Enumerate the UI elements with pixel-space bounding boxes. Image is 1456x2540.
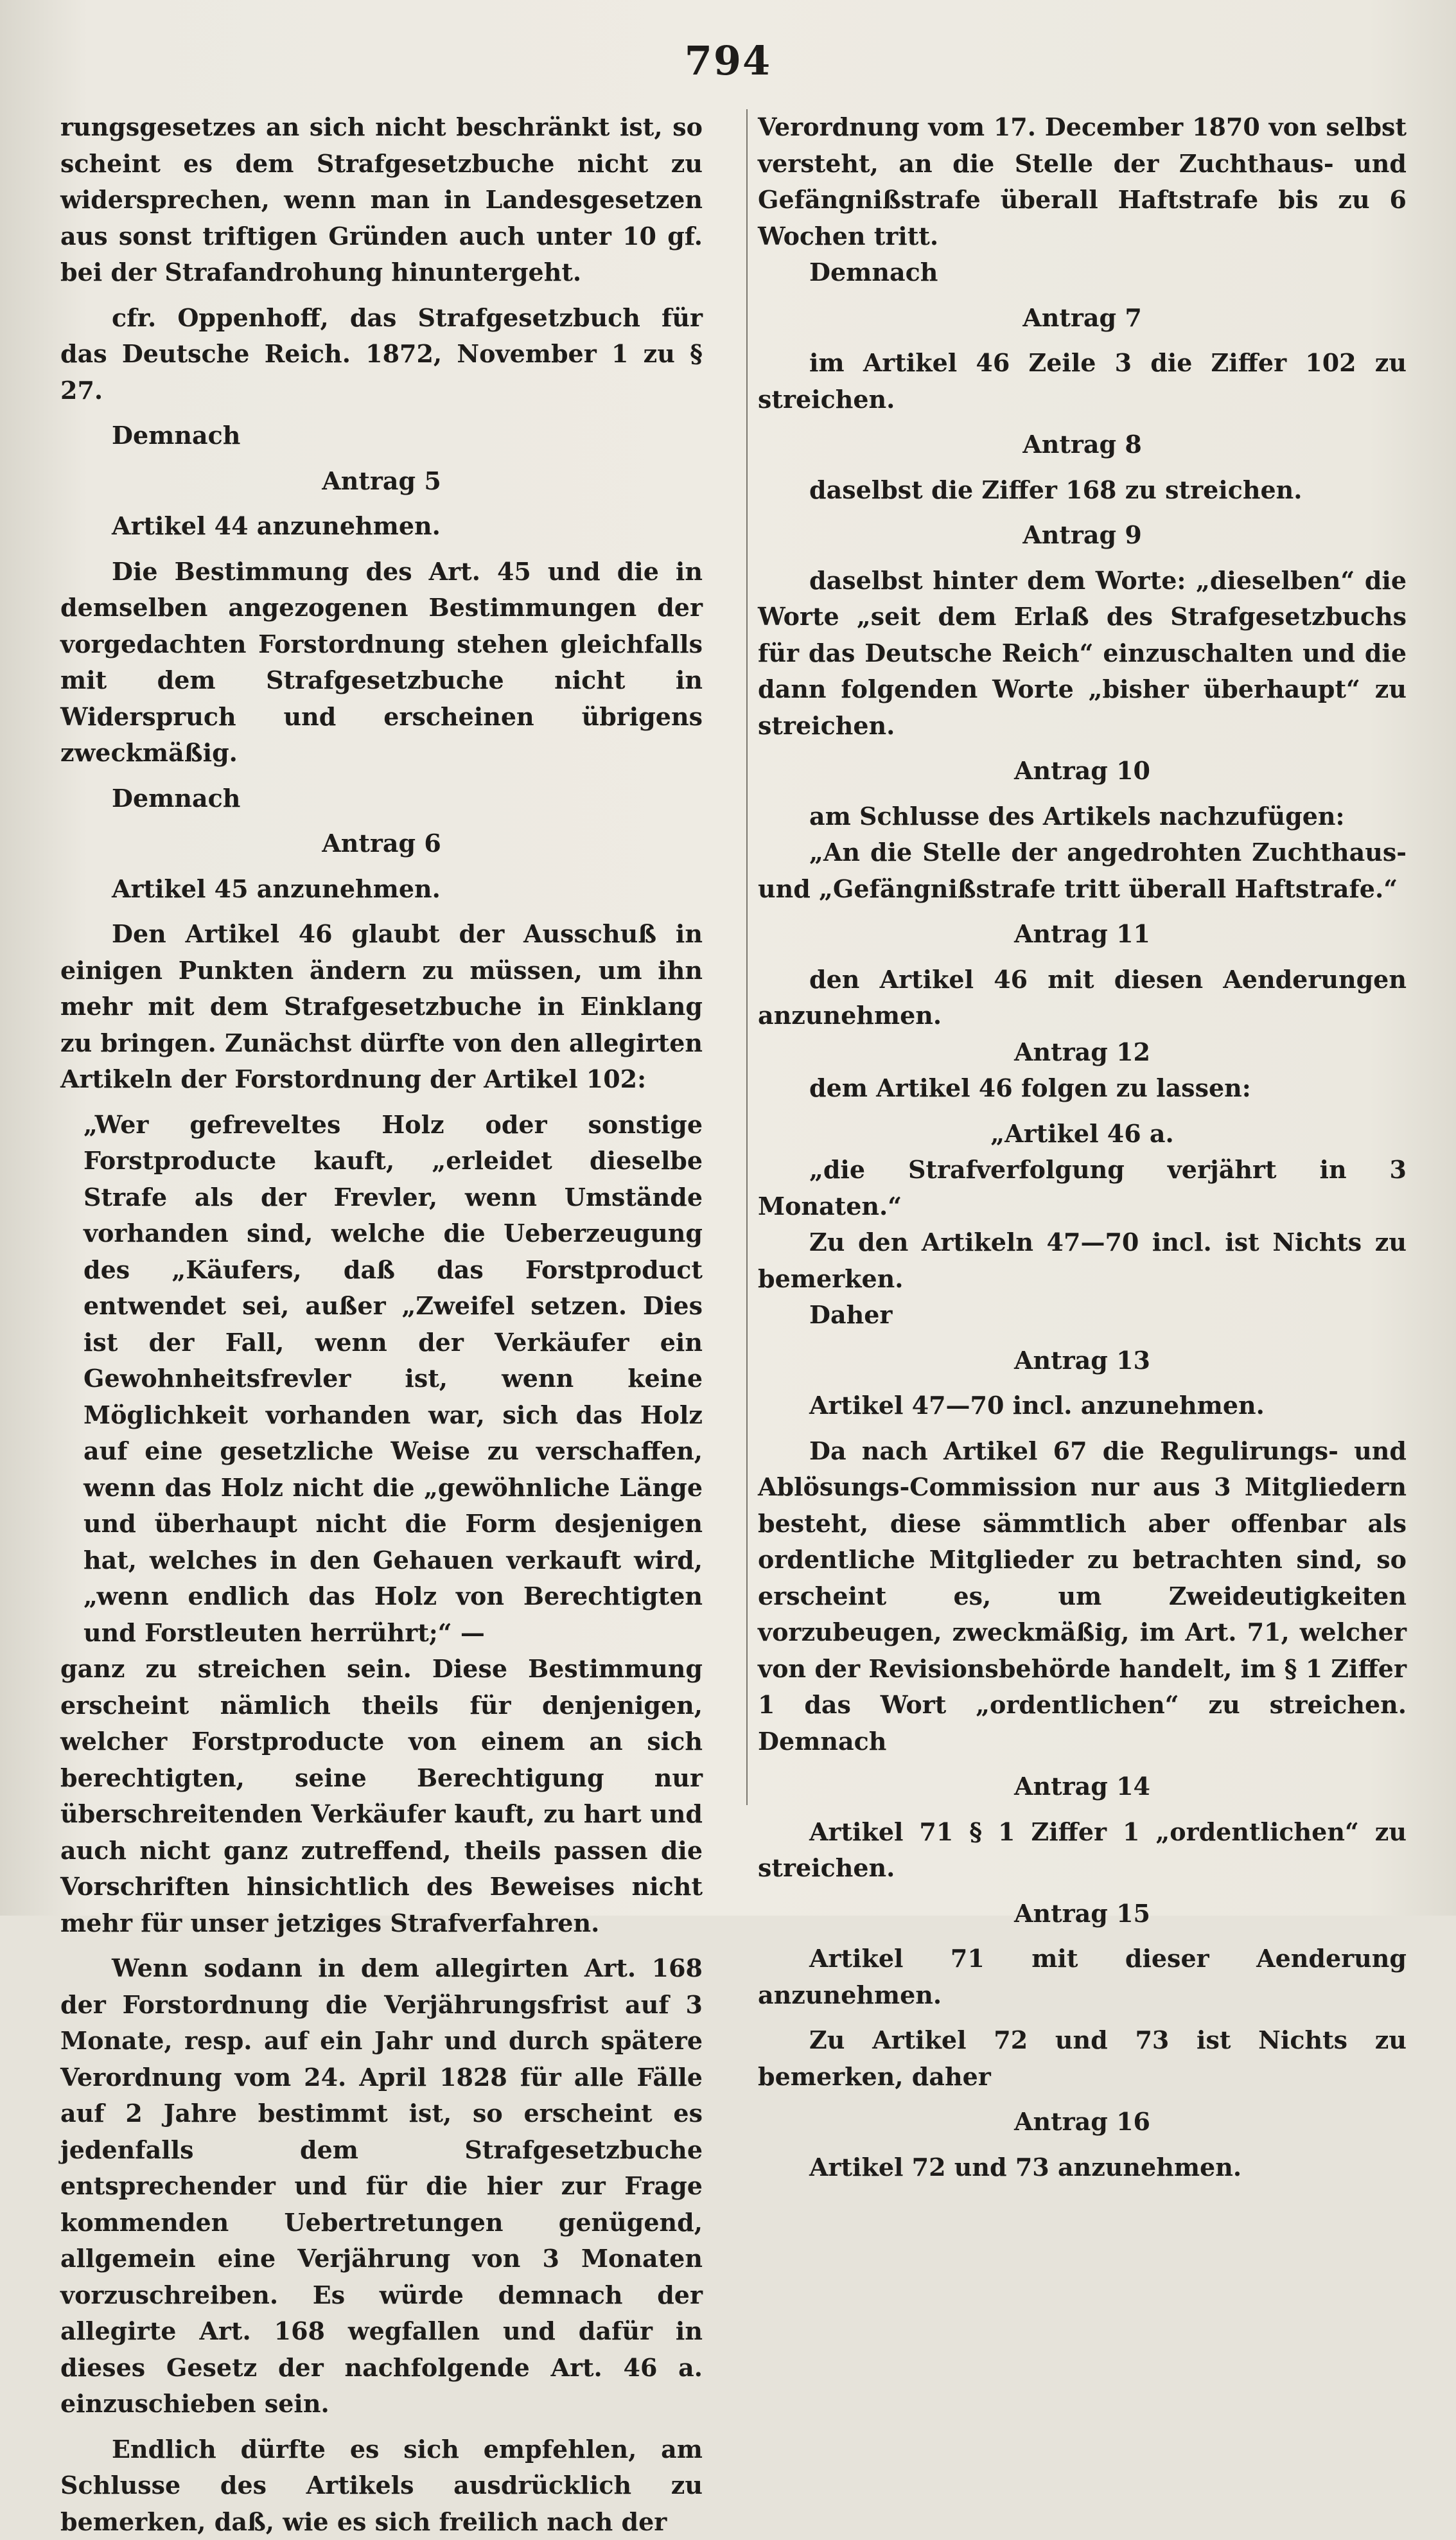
antrag-heading: Antrag 15 (758, 1896, 1407, 1932)
antrag-heading: Antrag 9 (758, 517, 1407, 554)
demnach-label: Demnach (60, 781, 703, 817)
antrag-heading: Antrag 16 (758, 2104, 1407, 2140)
quoted-article-title: „Artikel 46 a. (758, 1116, 1407, 1152)
paragraph: Die Bestimmung des Art. 45 und die in demselben angezogenen Bestimmungen der vorgedachten Forstordnung stehen gleichfalls mit dem Strafgesetzbuche nicht in Widerspruch und erscheinen übrigens zweckmäßig. (60, 554, 703, 772)
antrag-text: den Artikel 46 mit diesen Aenderungen anzunehmen. (758, 962, 1407, 1034)
antrag-text: Artikel 71 § 1 Ziffer 1 „ordentlichen“ zu streichen. (758, 1814, 1407, 1887)
antrag-text: Artikel 72 und 73 anzunehmen. (758, 2149, 1407, 2186)
antrag-heading: Antrag 14 (758, 1768, 1407, 1805)
antrag-text: Artikel 44 anzunehmen. (60, 508, 703, 545)
antrag-heading: Antrag 5 (60, 463, 703, 500)
paragraph: Verordnung vom 17. December 1870 von selbst versteht, an die Stelle der Zuchthaus- und Gefängnißstrafe überall Haftstrafe bis zu 6 Wochen tritt. (758, 109, 1407, 254)
paragraph: ganz zu streichen sein. Diese Bestimmung erscheint nämlich theils für denjenigen, welcher Forstproducte von einem an sich berechtigten, seine Berechtigung nur überschreitenden Verkäufer kauft, zu hart und auch nicht ganz zutreffend, theils passen die Vorschriften hinsichtlich des Beweises nicht mehr für unser jetziges Strafverfahren. (60, 1651, 703, 1941)
antrag-text: Artikel 45 anzunehmen. (60, 871, 703, 908)
citation: cfr. Oppenhoff, das Strafgesetzbuch für das Deutsche Reich. 1872, November 1 zu § 27. (60, 300, 703, 409)
paragraph: Wenn sodann in dem allegirten Art. 168 der Forstordnung die Verjährungsfrist auf 3 Monate, resp. auf ein Jahr und durch spätere Verordnung vom 24. April 1828 für alle Fälle auf 2 Jahre bestimmt ist, so erscheint es jedenfalls dem Strafgesetzbuche entsprechender und für die hier zur Frage kommenden Uebertretungen genügend, allgemein eine Verjährung von 3 Monaten vorzuschreiben. Es würde demnach der allegirte Art. 168 wegfallen und dafür in dieses Gesetz der nachfolgende Art. 46 a. einzuschieben sein. (60, 1950, 703, 2422)
demnach-label: Demnach (60, 418, 703, 454)
daher-label: Daher (758, 1297, 1407, 1334)
quoted-text: „An die Stelle der angedrohten Zuchthaus- und „Gefängnißstrafe tritt überall Haftstrafe.“ (758, 834, 1407, 907)
quoted-article: „Wer gefreveltes Holz oder sonstige Forstproducte kauft, „erleidet dieselbe Strafe als der Frevler, wenn Umstände vorhanden sind, welche die Ueberzeugung des „Käufers, daß das Forstproduct entwendet sei, außer „Zweifel setzen. Dies ist der Fall, wenn der Verkäufer ein Gewohnheitsfrevler ist, wenn keine Möglichkeit vorhanden war, sich das Holz auf eine gesetzliche Weise zu verschaffen, wenn das Holz nicht die „gewöhnliche Länge und überhaupt nicht die Form desjenigen hat, welches in den Gehauen verkauft wird, „wenn endlich das Holz von Berechtigten und Forstleuten herrührt;“ — (60, 1107, 703, 1652)
antrag-text: am Schlusse des Artikels nachzufügen: (758, 798, 1407, 835)
paragraph: Den Artikel 46 glaubt der Ausschuß in einigen Punkten ändern zu müssen, um ihn mehr mit dem Strafgesetzbuche in Einklang zu bringen. Zunächst dürfte von den allegirten Artikeln der Forstordnung der Artikel 102: (60, 916, 703, 1098)
antrag-text: im Artikel 46 Zeile 3 die Ziffer 102 zu streichen. (758, 345, 1407, 418)
antrag-heading: Antrag 12 (758, 1034, 1407, 1071)
paragraph: rungsgesetzes an sich nicht beschränkt ist, so scheint es dem Strafgesetzbuche nicht zu widersprechen, wenn man in Landesgesetzen aus sonst triftigen Gründen auch unter 10 gf. bei der Strafandrohung hinuntergeht. (60, 109, 703, 291)
antrag-heading: Antrag 6 (60, 825, 703, 862)
page-number: 794 (0, 37, 1456, 84)
antrag-text: daselbst die Ziffer 168 zu streichen. (758, 472, 1407, 509)
antrag-heading: Antrag 11 (758, 916, 1407, 953)
paragraph: Zu Artikel 72 und 73 ist Nichts zu bemerken, daher (758, 2022, 1407, 2095)
antrag-heading: Antrag 10 (758, 753, 1407, 789)
antrag-text: Artikel 47—70 incl. anzunehmen. (758, 1388, 1407, 1424)
antrag-text: dem Artikel 46 folgen zu lassen: (758, 1070, 1407, 1107)
quoted-text: „die Strafverfolgung verjährt in 3 Monaten.“ (758, 1152, 1407, 1224)
left-column (60, 109, 703, 2540)
antrag-text: daselbst hinter dem Worte: „dieselben“ die Worte „seit dem Erlaß des Strafgesetzbuchs für das Deutsche Reich“ einzuschalten und die dann folgenden Worte „bisher überhaupt“ zu streichen. (758, 563, 1407, 745)
antrag-heading: Antrag 7 (758, 300, 1407, 337)
demnach-label: Demnach (758, 254, 1407, 291)
paragraph: Endlich dürfte es sich empfehlen, am Schlusse des Artikels ausdrücklich zu bemerken, daß, wie es sich freilich nach der (60, 2431, 703, 2540)
paragraph: Da nach Artikel 67 die Regulirungs- und Ablösungs-Commission nur aus 3 Mitgliedern besteht, diese sämmtlich aber offenbar als ordentliche Mitglieder zu betrachten sind, so erscheint es, um Zweideutigkeiten vorzubeugen, zweckmäßig, im Art. 71, welcher von der Revisionsbehörde handelt, im § 1 Ziffer 1 das Wort „ordentlichen“ zu streichen. Demnach (758, 1433, 1407, 1760)
paragraph: Zu den Artikeln 47—70 incl. ist Nichts zu bemerken. (758, 1224, 1407, 1297)
antrag-heading: Antrag 13 (758, 1343, 1407, 1379)
right-column (758, 109, 1407, 2185)
antrag-heading: Antrag 8 (758, 427, 1407, 463)
antrag-text: Artikel 71 mit dieser Aenderung anzunehmen. (758, 1941, 1407, 2013)
column-divider (746, 109, 748, 1805)
